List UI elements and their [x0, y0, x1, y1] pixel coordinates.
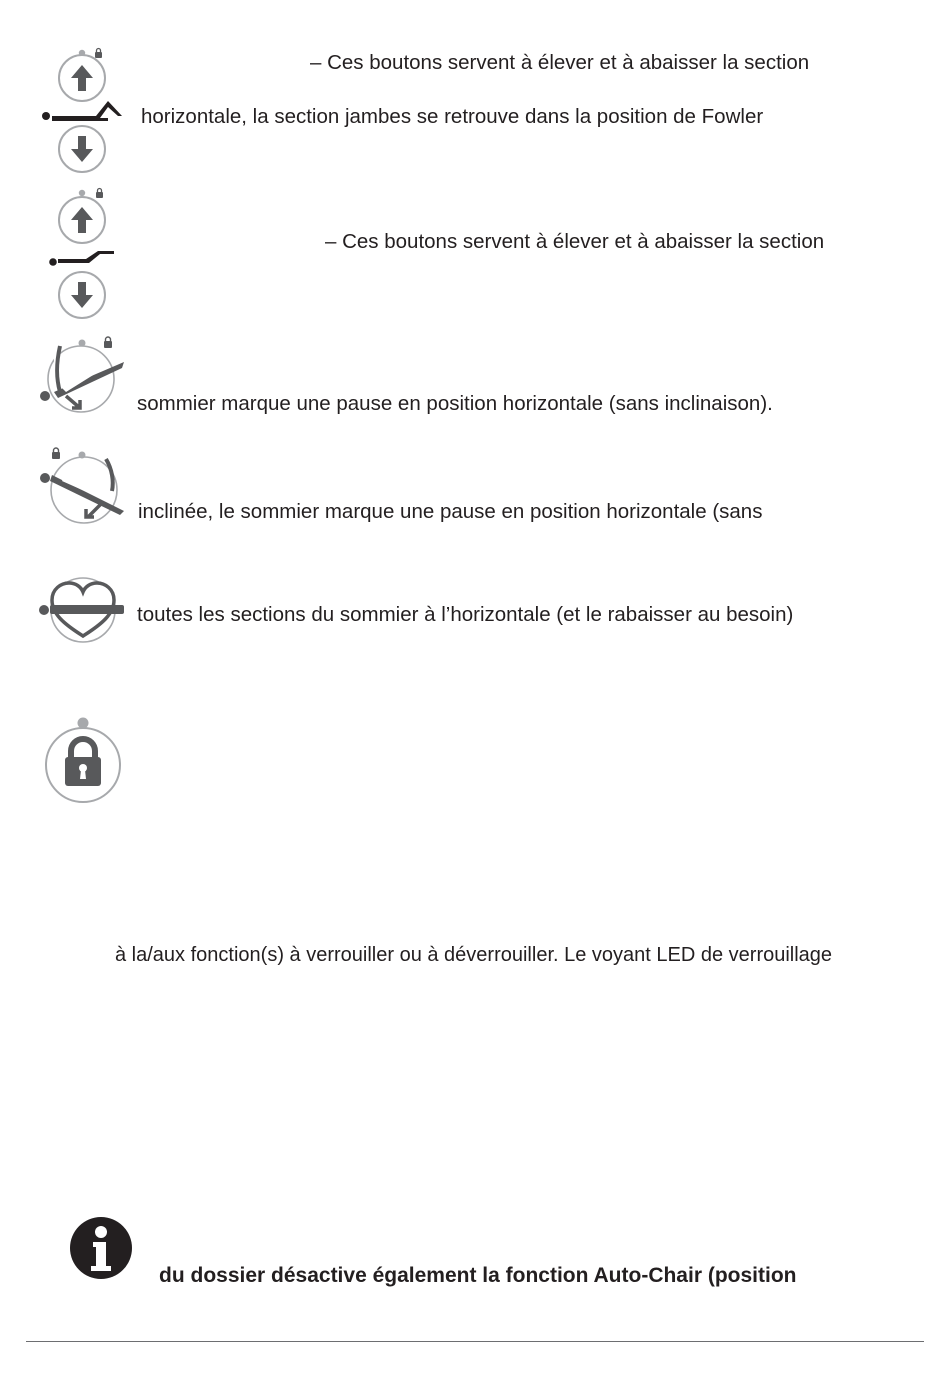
- lock-paragraph-line: à la/aux fonction(s) à verrouiller ou à déverrouiller. Le voyant LED de verrouillage: [115, 944, 833, 966]
- footer-divider: [26, 1341, 924, 1342]
- info-icon: [69, 1216, 133, 1280]
- item-5-line-1: toutes les sections du sommier à l’horizontale (et le rabaisser au besoin): [137, 603, 794, 626]
- heart-flat-button-icon[interactable]: [34, 574, 128, 646]
- tilt-up-button-icon[interactable]: [34, 445, 130, 529]
- backrest-up-down-buttons-icon[interactable]: [38, 46, 128, 174]
- item-1-line-2: horizontale, la section jambes se retrouve dans la position de Fowler: [141, 105, 764, 128]
- tilt-down-button-icon[interactable]: [36, 334, 130, 416]
- item-4-line-1: inclinée, le sommier marque une pause en position horizontale (sans: [138, 500, 763, 523]
- item-2-line-1: – Ces boutons servent à élever et à abaisser la section: [325, 230, 825, 253]
- item-1-line-1: – Ces boutons servent à élever et à abaisser la section: [310, 51, 810, 74]
- item-3-line-1: sommier marque une pause en position horizontale (sans inclinaison).: [137, 392, 773, 415]
- leg-section-up-down-buttons-icon[interactable]: [44, 185, 128, 321]
- note-text: du dossier désactive également la fonction Auto-Chair (position: [159, 1264, 797, 1287]
- lock-button-icon[interactable]: [42, 715, 124, 805]
